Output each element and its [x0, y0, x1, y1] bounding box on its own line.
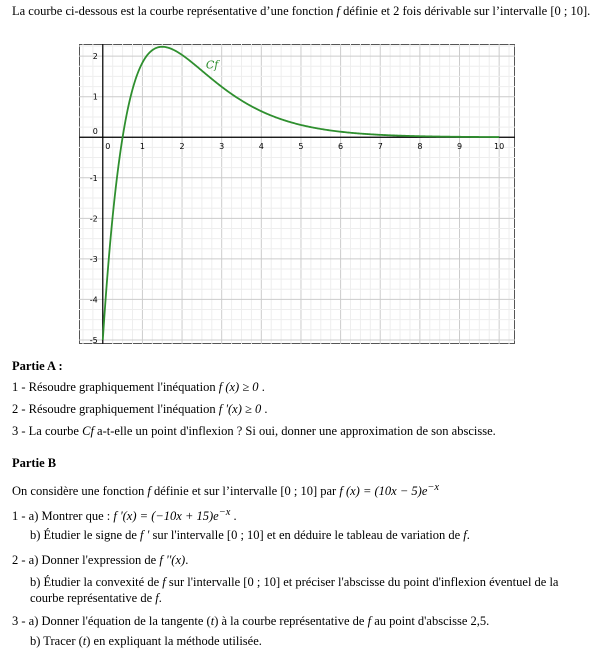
x-tick-label: 6 — [338, 142, 344, 152]
partB-q3b — [30, 634, 262, 649]
partB-q3a-pre: 3 - a) Donner l'équation de la tangente ( — [12, 614, 211, 628]
y-tick-label: -3 — [89, 254, 98, 264]
y-tick-label: -2 — [89, 214, 98, 224]
x-tick-label: 7 — [377, 142, 383, 152]
x-tick-label: 4 — [258, 142, 264, 152]
partB-intro — [12, 480, 439, 499]
partB-q2a-pre: 2 - a) Donner l'expression de — [12, 553, 160, 567]
partB-q1b-end: . — [466, 528, 470, 542]
partA-q3-cf: Cf — [82, 424, 94, 438]
partB-q2a-post: . — [185, 553, 189, 567]
x-tick-label: 9 — [456, 142, 463, 152]
intro-post: définie et 2 fois dérivable sur l’intervalle [0 ; 10]. — [340, 4, 591, 18]
intro-pre: La courbe ci-dessous est la courbe représentative d’une fonction — [12, 4, 337, 18]
partB-q2a-math: f ''(x) — [159, 553, 186, 567]
partB-intro-mid: définie et sur l’intervalle [0 ; 10] par — [150, 484, 340, 499]
partB-q1a — [12, 505, 237, 524]
partA-q3-pre: 3 - La courbe — [12, 424, 83, 438]
y-tick-label: -1 — [89, 173, 98, 183]
partA-q3-post: a-t-elle un point d'inflexion ? Si oui, donner une approximation de son abscisse. — [93, 424, 496, 438]
partB-q3a-end: au point d'abscisse 2,5. — [371, 614, 490, 628]
partA-q2-post: . — [261, 402, 268, 416]
partB-q2b-f2: f — [155, 591, 159, 605]
y-tick-label: 0 — [92, 127, 98, 137]
partB-q3a-f: f — [367, 614, 372, 628]
partB-q2b-end: . — [158, 591, 162, 605]
y-tick-label: -5 — [89, 335, 98, 344]
partB-q3a-post: ) à la courbe représentative de — [214, 614, 368, 628]
y-tick-label: 2 — [92, 52, 98, 62]
partB-q3a-t: t — [210, 614, 215, 628]
graph-svg — [79, 44, 515, 344]
partB-q1a-pre: 1 - a) Montrer que : — [12, 509, 114, 524]
partB-intro-math: f (x) = (10x − 5)e — [339, 484, 428, 499]
partB-q2b — [30, 574, 585, 606]
x-tick-label: 3 — [219, 142, 225, 152]
intro-f: f — [336, 4, 341, 18]
partA-q2-pre: 2 - Résoudre graphiquement l'inéquation — [12, 402, 219, 416]
partB-q1a-math: f '(x) = (−10x + 15)e — [113, 509, 219, 524]
partB-intro-exp: −x — [427, 482, 440, 493]
x-tick-label: 0 — [105, 142, 111, 152]
partB-q2b-post: sur l'intervalle [0 ; 10] et préciser l'abscisse du point d'inflexion éventuel de la courbe représentative de — [30, 575, 559, 605]
partB-q1a-post: . — [230, 509, 237, 524]
x-tick-label: 2 — [179, 142, 185, 152]
partA-q1 — [12, 380, 265, 395]
partB-intro-pre: On considère une fonction — [12, 484, 148, 499]
partA-q1-post: . — [258, 380, 265, 394]
x-tick-label: 8 — [417, 142, 423, 152]
partB-q2a — [12, 553, 188, 568]
intro-text — [12, 4, 592, 19]
x-tick-label: 5 — [298, 142, 304, 152]
partB-q3b-post: ) en expliquant la méthode utilisée. — [86, 634, 262, 648]
partB-q1b — [30, 528, 470, 543]
x-tick-label: 10 — [494, 142, 505, 152]
partB-q3b-pre: b) Tracer ( — [30, 634, 83, 648]
partA-q2-math: f '(x) ≥ 0 — [218, 402, 262, 416]
y-tick-label: -4 — [89, 295, 98, 305]
partB-q1b-f: f ' — [140, 528, 150, 542]
partB-q2b-f: f — [162, 575, 166, 589]
partA-q3 — [12, 424, 496, 439]
partB-q2b-pre: b) Étudier la convexité de — [30, 575, 163, 589]
partB-title: Partie B — [12, 456, 57, 470]
y-tick-label: 1 — [92, 92, 98, 102]
partB-q1a-exp: −x — [218, 507, 231, 518]
partA-q2 — [12, 402, 267, 417]
partB-q3a — [12, 614, 489, 629]
partB-q1b-post: sur l'intervalle [0 ; 10] et en déduire le tableau de variation de — [149, 528, 464, 542]
function-graph — [79, 44, 515, 344]
curve-label: Cf — [205, 58, 219, 72]
partB-q1b-f2: f — [463, 528, 467, 542]
partB-q3b-t: t — [82, 634, 87, 648]
x-tick-label: 1 — [139, 142, 145, 152]
partB-q1b-pre: b) Étudier le signe de — [30, 528, 141, 542]
partA-q1-pre: 1 - Résoudre graphiquement l'inéquation — [12, 380, 219, 394]
partB-intro-f: f — [147, 484, 151, 499]
partA-title: Partie A : — [12, 359, 63, 373]
partA-q1-math: f (x) ≥ 0 — [218, 380, 259, 394]
